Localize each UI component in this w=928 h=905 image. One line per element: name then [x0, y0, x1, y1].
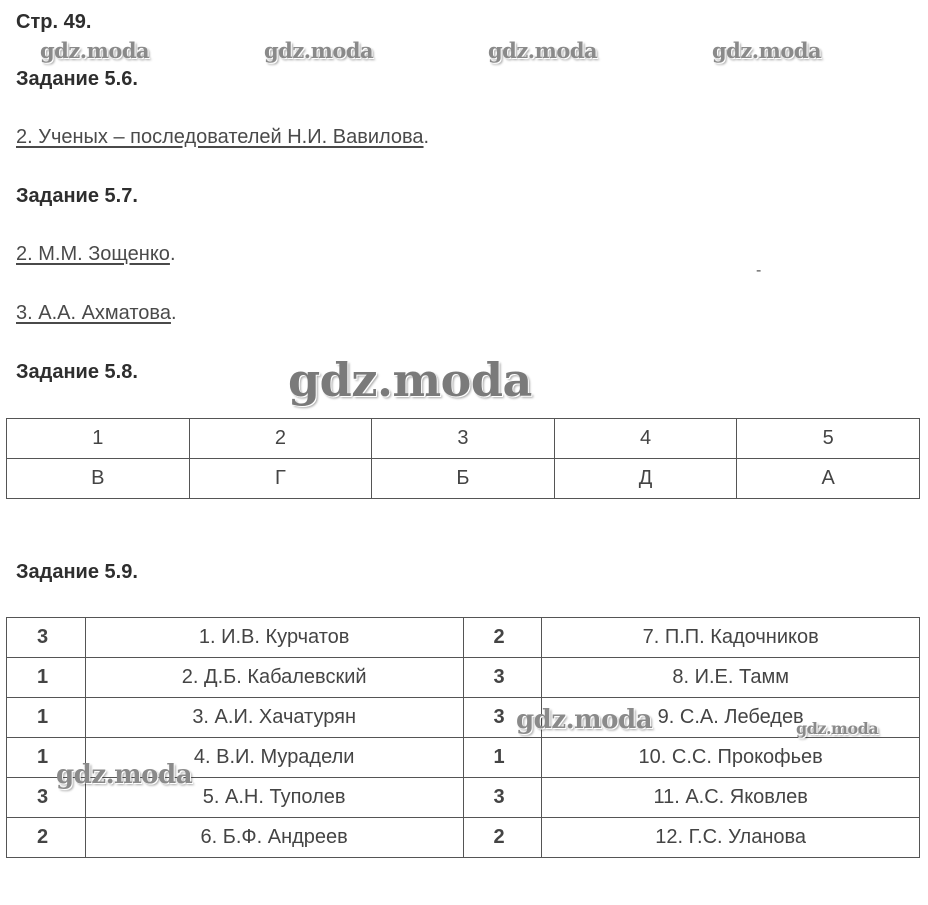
answer-number: 2	[463, 618, 542, 658]
table-cell: Г	[189, 459, 372, 499]
table-row	[7, 618, 920, 658]
table-row	[7, 419, 920, 459]
person-name: 7. П.П. Кадочников	[542, 618, 920, 658]
task-5-6-title: Задание 5.6.	[16, 68, 138, 90]
table-cell: 3	[372, 419, 555, 459]
task-5-9-table	[6, 617, 920, 858]
person-name: 10. С.С. Прокофьев	[542, 738, 920, 778]
answer-number: 1	[7, 698, 86, 738]
watermark: gdz.moda	[488, 38, 598, 63]
person-name: 3. А.И. Хачатурян	[85, 698, 463, 738]
table-row	[7, 698, 920, 738]
watermark: gdz.moda	[796, 719, 879, 738]
watermark: gdz.moda	[712, 38, 822, 63]
person-name: 2. Д.Б. Кабалевский	[85, 658, 463, 698]
answer-number: 3	[463, 698, 542, 738]
answer-number: 1	[7, 738, 86, 778]
answer-period: .	[170, 302, 177, 324]
task-5-6-answer	[16, 126, 429, 149]
table-cell: А	[737, 459, 920, 499]
person-name: 11. А.С. Яковлев	[542, 778, 920, 818]
answer-number: 1	[463, 738, 542, 778]
table-row	[7, 658, 920, 698]
answer-period: .	[169, 243, 176, 265]
table-cell: 2	[189, 419, 372, 459]
person-name: 1. И.В. Курчатов	[85, 618, 463, 658]
answer-number: 2	[7, 818, 86, 858]
answer-number: 3	[7, 778, 86, 818]
table-cell: Б	[372, 459, 555, 499]
person-name: 4. В.И. Мурадели	[85, 738, 463, 778]
answer-number: 3	[463, 778, 542, 818]
table-cell: Д	[554, 459, 737, 499]
page-label: Стр. 49.	[16, 11, 92, 33]
table-cell: 5	[737, 419, 920, 459]
task-5-7-answer-1	[16, 243, 176, 266]
answer-number: 3	[7, 618, 86, 658]
person-name: 8. И.Е. Тамм	[542, 658, 920, 698]
stray-mark: -	[756, 262, 762, 279]
watermark: gdz.moda	[288, 353, 532, 407]
answer-period: .	[423, 126, 430, 148]
task-5-8-table	[6, 418, 920, 499]
answer-text: 3. А.А. Ахматова	[16, 302, 171, 324]
watermark: gdz.moda	[56, 760, 193, 790]
watermark: gdz.moda	[264, 38, 374, 63]
watermark: gdz.moda	[516, 705, 653, 735]
task-5-9-title: Задание 5.9.	[16, 561, 138, 583]
table-cell: В	[7, 459, 190, 499]
person-name: 9. С.А. Лебедев	[542, 698, 920, 738]
task-5-8-title: Задание 5.8.	[16, 361, 138, 383]
watermark: gdz.moda	[40, 38, 150, 63]
answer-number: 1	[7, 658, 86, 698]
task-5-7-title: Задание 5.7.	[16, 185, 138, 207]
person-name: 5. А.Н. Туполев	[85, 778, 463, 818]
table-row	[7, 459, 920, 499]
table-cell: 4	[554, 419, 737, 459]
person-name: 12. Г.С. Уланова	[542, 818, 920, 858]
table-cell: 1	[7, 419, 190, 459]
answer-number: 3	[463, 658, 542, 698]
person-name: 6. Б.Ф. Андреев	[85, 818, 463, 858]
answer-text: 2. Ученых – последователей Н.И. Вавилова	[16, 126, 424, 148]
answer-text: 2. М.М. Зощенко	[16, 243, 170, 265]
task-5-7-answer-2	[16, 302, 177, 325]
answer-number: 2	[463, 818, 542, 858]
table-row	[7, 818, 920, 858]
